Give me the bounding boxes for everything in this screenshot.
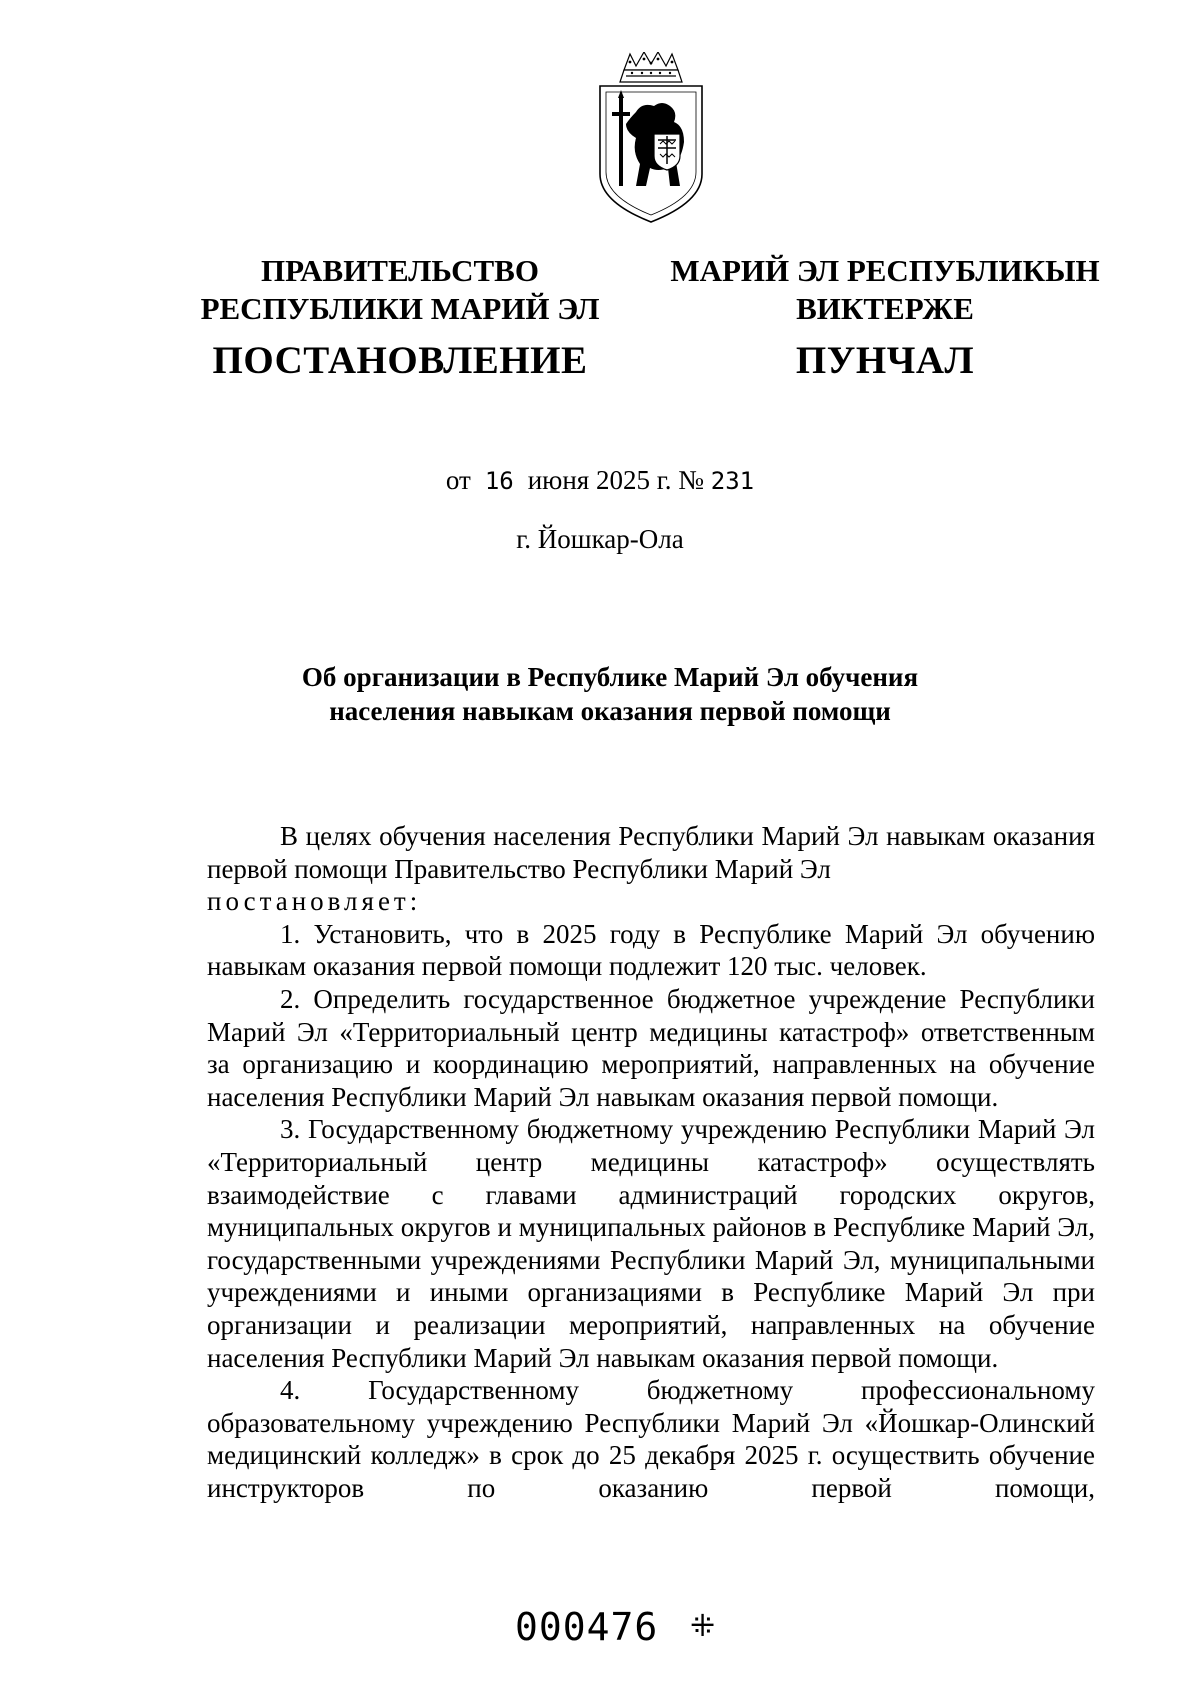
date-day: 16 (484, 467, 514, 495)
date-line (0, 465, 1200, 496)
title-line-2: населения навыкам оказания первой помощи (329, 696, 891, 726)
decree-number: 231 (710, 467, 755, 495)
date-month-year: июня 2025 г. № (527, 465, 705, 495)
item-3: 3. Государственному бюджетному учреждению Республики Марий Эл «Территориальный центр медицины катастроф» осуществлять взаимодействие с главами администраций городских округов, муниципальных округов и муниципальных районов в Республике Марий Эл, государственными учреждениями Республики Марий Эл, муниципальными учреждениями и иными организациями в Республике Марий Эл при организации и реализации мероприятий, направленных на обучение населения Республики Марий Эл навыкам оказания первой помощи. (207, 1114, 1095, 1373)
item-2: 2. Определить государственное бюджетное учреждение Республики Марий Эл «Территориальный центр медицины катастроф» ответственным за организацию и координацию мероприятий, направленных на обучение населения Республики Марий Эл навыкам оказания первой помощи. (207, 983, 1095, 1112)
document-title (230, 660, 990, 728)
header-right (660, 252, 1110, 384)
item-4: 4. Государственному бюджетному профессиональному образовательному учреждению Республики Марий Эл «Йошкар-Олинский медицинский колледж» в срок до 25 декабря 2025 г. осуществить обучение инструкторов по оказанию первой помощи, (207, 1375, 1095, 1503)
document-body (207, 820, 1095, 1504)
serial-number: 000476 (515, 1605, 659, 1649)
doc-type-mari: ПУНЧАЛ (795, 339, 975, 382)
ornament-mark-icon: ⁜ (690, 1609, 716, 1644)
decree-word: постановляет: (207, 886, 422, 917)
title-line-1: Об организации в Республике Марий Эл обучения (301, 662, 919, 692)
date-prefix: от (445, 465, 471, 495)
org-name-line-1: ПРАВИТЕЛЬСТВО (261, 253, 539, 288)
item-1: 1. Установить, что в 2025 году в Республике Марий Эл обучению навыкам оказания первой помощи подлежит 120 тыс. человек. (207, 918, 1095, 982)
city: г. Йошкар-Ола (516, 524, 684, 554)
doc-type-ru: ПОСТАНОВЛЕНИЕ (212, 339, 588, 382)
header-left (195, 252, 605, 384)
org-name-mari-line-1: МАРИЙ ЭЛ РЕСПУБЛИКЫН (670, 253, 1100, 288)
org-name-mari-line-2: ВИКТЕРЖЕ (796, 291, 974, 326)
coat-of-arms-icon (596, 52, 706, 230)
org-name-line-2: РЕСПУБЛИКИ МАРИЙ ЭЛ (200, 291, 600, 326)
intro-text: В целях обучения населения Республики Марий Эл навыкам оказания первой помощи Правительство Республики Марий Эл (207, 821, 1095, 884)
intro-paragraph (207, 820, 1095, 918)
